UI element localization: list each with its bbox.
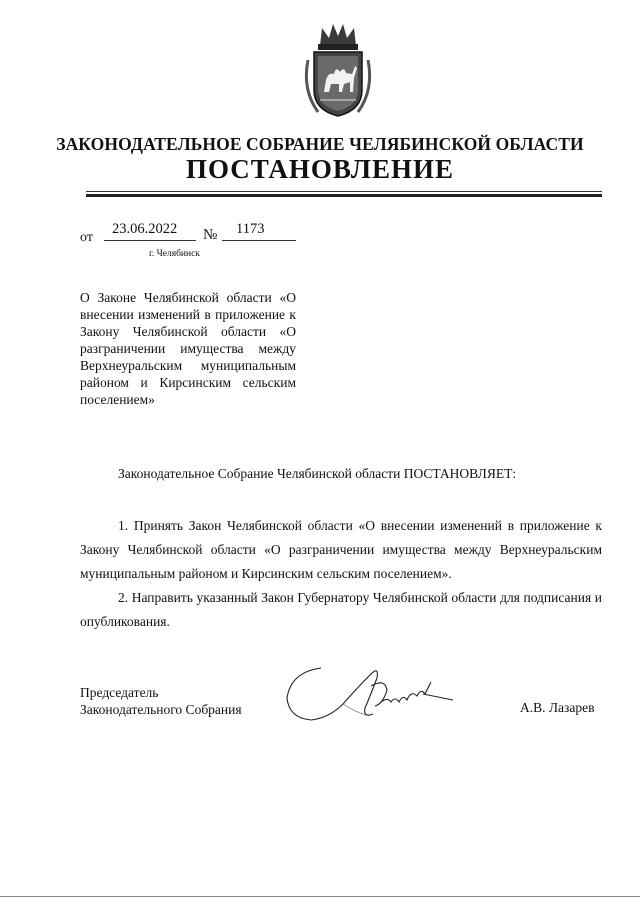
- coat-of-arms-icon: [298, 20, 378, 120]
- document-type-title: ПОСТАНОВЛЕНИЕ: [185, 154, 455, 184]
- resolution-item: [80, 514, 602, 586]
- document-subject: О Законе Челябинской области «О внесении изменений в приложение к Закону Челябинской области «О разграничении имущества между Верхнеуральским муниципальным районом и Кирсинским сельским поселением»: [80, 290, 296, 407]
- number-underline: [222, 240, 296, 241]
- organization-name: ЗАКОНОДАТЕЛЬНОЕ СОБРАНИЕ ЧЕЛЯБИНСКОЙ ОБЛАСТИ: [56, 134, 584, 154]
- header-divider-thin: [86, 191, 602, 192]
- signatory-title-line1: Председатель: [80, 685, 159, 700]
- resolution-item: [80, 586, 602, 634]
- resolution-item-text: 2. Направить указанный Закон Губернатору Челябинской области для подписания и опубликования.: [80, 590, 602, 629]
- document-city: г. Челябинск: [149, 249, 200, 259]
- resolution-preamble: Законодательное Собрание Челябинской области ПОСТАНОВЛЯЕТ:: [118, 466, 517, 481]
- page-bottom-edge: [0, 896, 640, 897]
- document-number: 1173: [236, 221, 265, 237]
- number-sign: №: [203, 227, 218, 243]
- resolution-item-text: 1. Принять Закон Челябинской области «О внесении изменений в приложение к Закону Челябинской области «О разграничении имущества между Верхнеуральским муниципальным районом и Кирсинским сельским поселением».: [80, 518, 602, 581]
- header-divider-thick: [86, 194, 602, 197]
- signatory-title-line2: Законодательного Собрания: [80, 702, 242, 717]
- document-date: 23.06.2022: [112, 221, 178, 237]
- handwritten-signature: [283, 660, 458, 730]
- date-prefix: от: [80, 230, 93, 245]
- date-underline: [104, 240, 196, 241]
- signatory-name: А.В. Лазарев: [520, 700, 595, 715]
